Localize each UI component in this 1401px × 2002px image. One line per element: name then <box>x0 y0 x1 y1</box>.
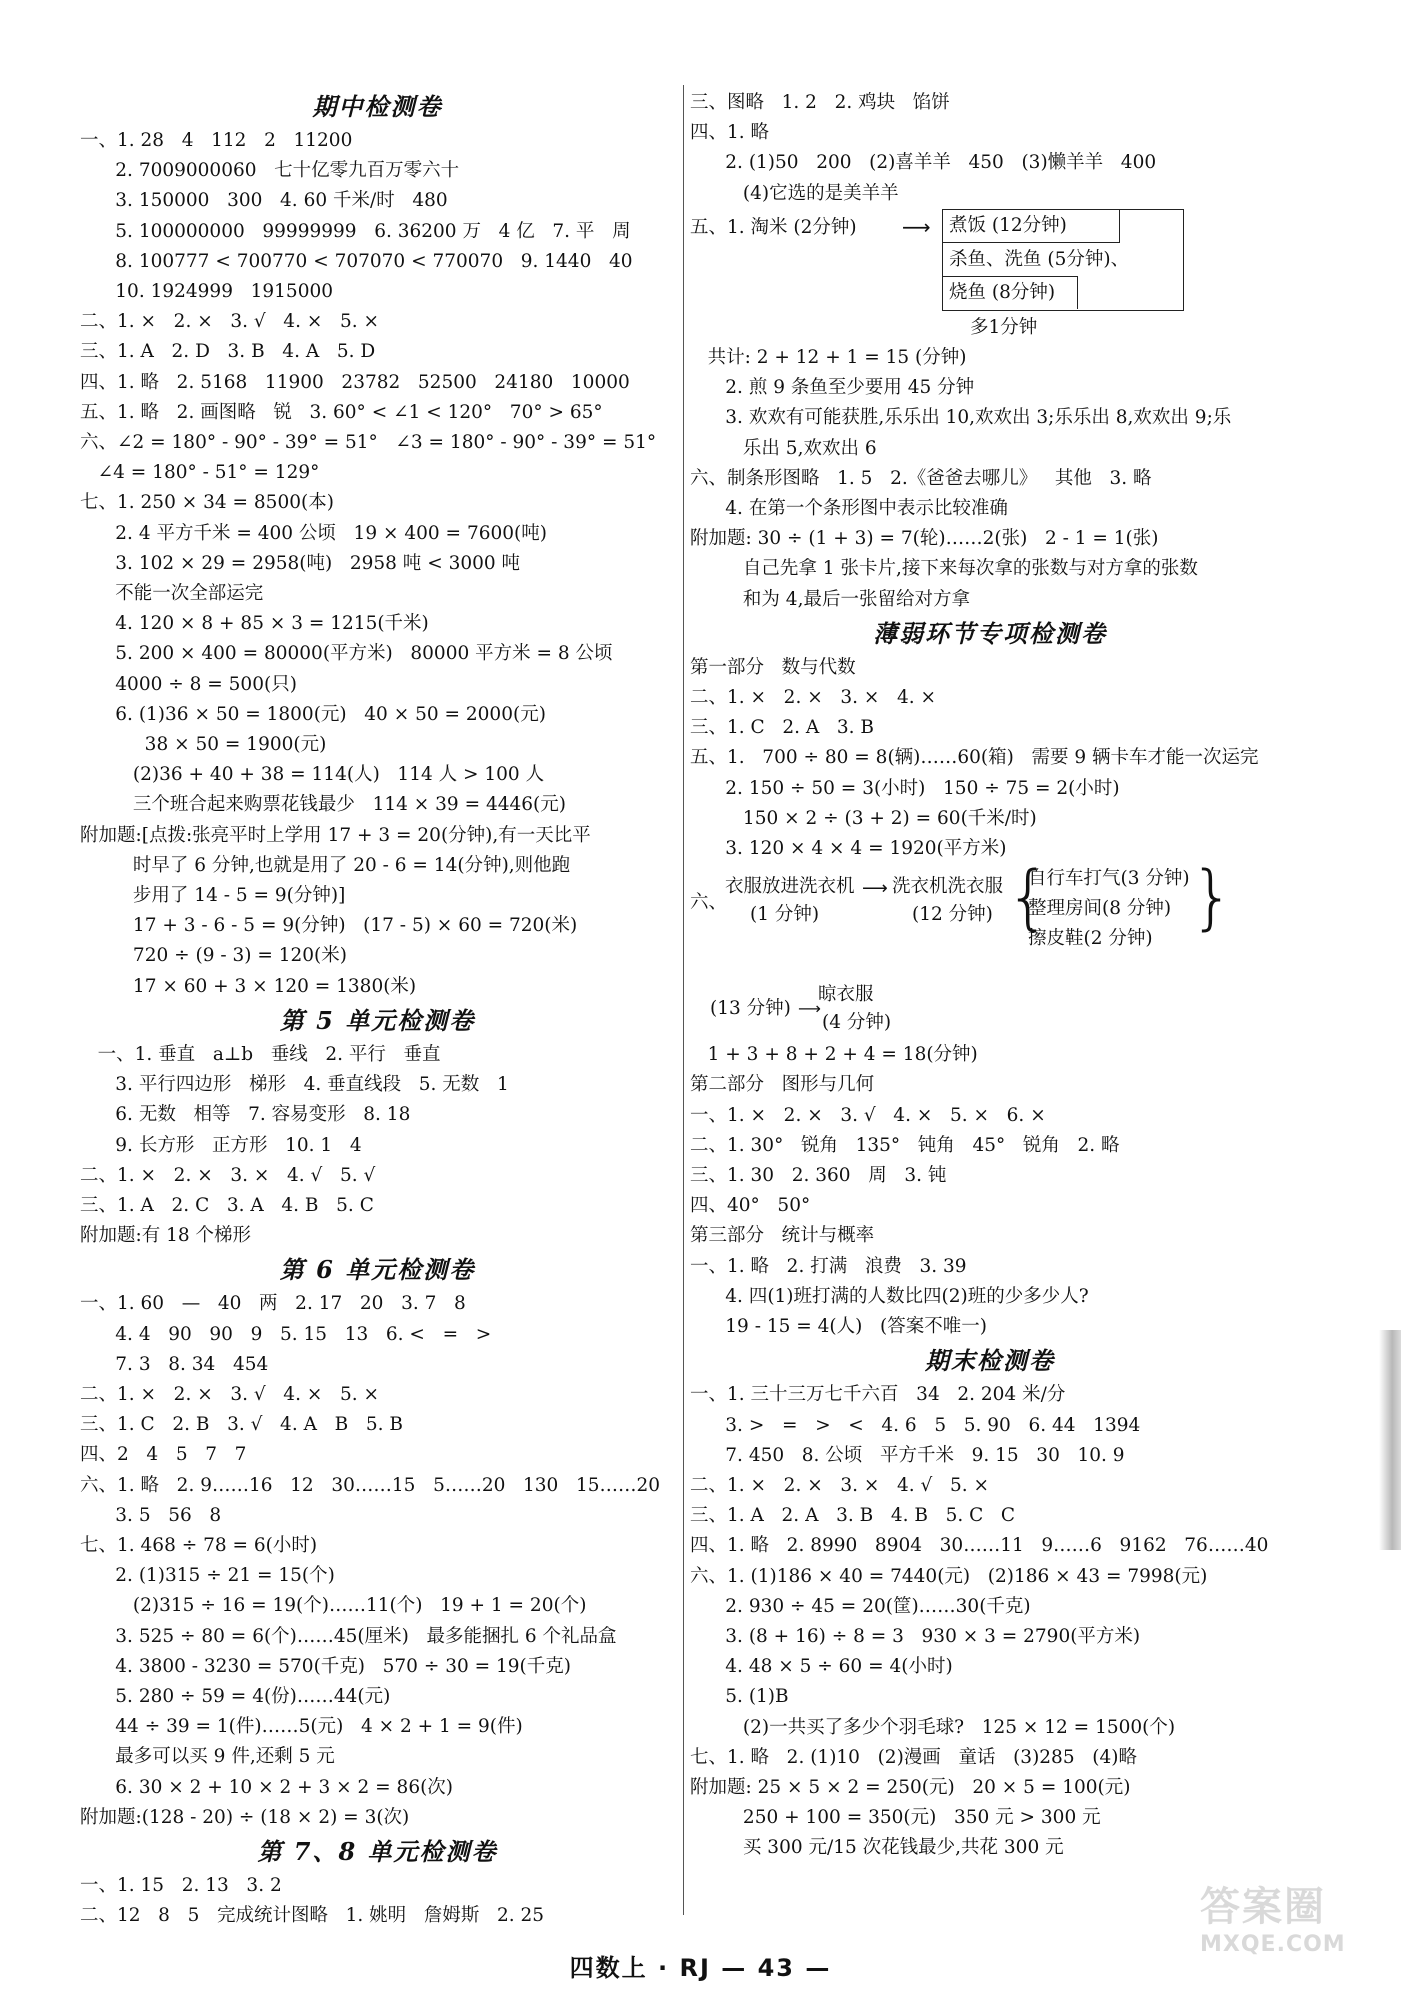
answer-line: 17 + 3 - 6 - 5 = 9(分钟) (17 - 5) × 60 = 720(米) <box>80 915 578 937</box>
answer-line: 二、1. 30° 锐角 135° 钝角 45° 锐角 2. 略 <box>690 1134 1120 1156</box>
answer-line: 44 ÷ 39 = 1(件)……5(元) 4 × 2 + 1 = 9(件) <box>80 1716 523 1738</box>
answer-line: 三、1. 30 2. 360 周 3. 钝 <box>690 1165 947 1187</box>
answer-line: (2)315 ÷ 16 = 19(个)……11(个) 19 + 1 = 20(个) <box>80 1595 587 1617</box>
answer-line: 六、∠2 = 180° - 90° - 39° = 51° ∠3 = 180° - 90° - 39° = 51° <box>80 432 657 454</box>
answer-line: 10. 1924999 1915000 <box>80 281 334 303</box>
flow2-step-dry: 晾衣服 <box>818 984 874 1006</box>
answer-line: 五、1. 700 ÷ 80 = 8(辆)……60(箱) 需要 9 辆卡车才能一次运完 <box>690 747 1259 769</box>
answer-line: 3. 平行四边形 梯形 4. 垂直线段 5. 无数 1 <box>80 1074 509 1096</box>
answer-line: 附加题:(128 - 20) ÷ (18 × 2) = 3(次) <box>80 1806 410 1828</box>
left-brace-icon: { <box>1006 856 1051 939</box>
answer-line: 2. 7009000060 七十亿零九百万零六十 <box>80 160 460 182</box>
answer-line: 4. 四(1)班打满的人数比四(2)班的少多少人? <box>690 1285 1089 1307</box>
answer-line: 6. 30 × 2 + 10 × 2 + 3 × 2 = 86(次) <box>80 1776 454 1798</box>
answer-line: 二、1. × 2. × 3. × 4. √ 5. × <box>690 1474 990 1496</box>
left-column <box>80 88 675 1931</box>
answer-line: 3. (8 + 16) ÷ 8 = 3 930 × 3 = 2790(平方米) <box>690 1625 1141 1647</box>
answer-line: 一、1. 垂直 a⊥b 垂线 2. 平行 垂直 <box>80 1043 441 1065</box>
answer-line: 第二部分 图形与几何 <box>690 1074 875 1096</box>
answer-line: 二、1. × 2. × 3. × 4. √ 5. √ <box>80 1164 376 1186</box>
answer-line: 二、1. × 2. × 3. √ 4. × 5. × <box>80 311 380 333</box>
answer-line: 6. (1)36 × 50 = 1800(元) 40 × 50 = 2000(元) <box>80 703 546 725</box>
answer-line: 2. (1)315 ÷ 21 = 15(个) <box>80 1565 335 1587</box>
answer-line: 9. 长方形 正方形 10. 1 4 <box>80 1134 362 1156</box>
flow2-task-bike: 自行车打气(3 分钟) <box>1028 868 1190 890</box>
answer-line: (4)它选的是美羊羊 <box>690 182 899 204</box>
flow1-start: 五、1. 淘米 (2分钟) <box>690 216 857 238</box>
answer-line: 二、1. × 2. × 3. × 4. × <box>690 687 937 709</box>
answer-line: 一、1. 60 — 40 两 2. 17 20 3. 7 8 <box>80 1293 466 1315</box>
flow1-step-fish-cook: 烧鱼 (8分钟) <box>943 276 1078 309</box>
answer-line: 720 ÷ (9 - 3) = 120(米) <box>80 945 347 967</box>
answer-line: 5. (1)B <box>690 1686 789 1708</box>
answer-line: 8. 100777 < 700770 < 707070 < 770070 9. 1440 40 <box>80 250 633 272</box>
flow2-step-load: 衣服放进洗衣机 <box>725 876 855 898</box>
answer-line: 七、1. 250 × 34 = 8500(本) <box>80 492 334 514</box>
arrow-icon: ⟶ <box>902 214 931 239</box>
flowchart-cooking <box>690 209 1290 313</box>
arrow-icon: ⟶ <box>862 878 888 900</box>
answer-line: 三、1. A 2. D 3. B 4. A 5. D <box>80 341 376 363</box>
answer-line: 二、12 8 5 完成统计图略 1. 姚明 詹姆斯 2. 25 <box>80 1905 545 1927</box>
answer-line: 时早了 6 分钟,也就是用了 20 - 6 = 14(分钟),则他跑 <box>80 854 571 876</box>
answer-line: 和为 4,最后一张留给对方拿 <box>690 588 970 610</box>
watermark <box>1200 1875 1390 1985</box>
answer-line: 四、40° 50° <box>690 1195 811 1217</box>
answer-line: (2)一共买了多少个羽毛球? 125 × 12 = 1500(个) <box>690 1716 1176 1738</box>
right-column-bottom <box>690 1040 1290 1863</box>
page-footer: 四数上 · RJ — 43 — <box>569 1954 832 1982</box>
answer-line: 19 - 15 = 4(人) (答案不唯一) <box>690 1316 987 1338</box>
answer-line: 4. 48 × 5 ÷ 60 = 4(小时) <box>690 1656 953 1678</box>
flow2-step-load-time: (1 分钟) <box>750 904 820 926</box>
answer-line: 四、2 4 5 7 7 <box>80 1444 247 1466</box>
answer-line: 附加题: 30 ÷ (1 + 3) = 7(轮)……2(张) 2 - 1 = 1(张) <box>690 528 1159 550</box>
answer-line: 乐出 5,欢欢出 6 <box>690 437 877 459</box>
answer-line: 3. 102 × 29 = 2958(吨) 2958 吨 < 3000 吨 <box>80 552 521 574</box>
answer-line: 七、1. 468 ÷ 78 = 6(小时) <box>80 1534 318 1556</box>
answer-line: 步用了 14 - 5 = 9(分钟)] <box>80 885 346 907</box>
answer-line: 一、1. 略 2. 打满 浪费 3. 39 <box>690 1255 967 1277</box>
answer-line: 附加题: 25 × 5 × 2 = 250(元) 20 × 5 = 100(元) <box>690 1776 1131 1798</box>
right-brace-icon: } <box>1190 856 1235 939</box>
flowchart-housework <box>690 856 1290 980</box>
section-title: 期中检测卷 <box>312 92 443 121</box>
answer-line: 三、1. C 2. A 3. B <box>690 717 874 739</box>
answer-line: 5. 280 ÷ 59 = 4(份)……44(元) <box>80 1685 391 1707</box>
answer-line: 38 × 50 = 1900(元) <box>80 734 327 756</box>
answer-line: 附加题:[点拨:张亮平时上学用 17 + 3 = 20(分钟),有一天比平 <box>80 824 591 846</box>
answer-line: 5. 200 × 400 = 80000(平方米) 80000 平方米 = 8 公顷 <box>80 643 613 665</box>
answer-line: 一、1. 28 4 112 2 11200 <box>80 130 353 151</box>
flow2-task-room: 整理房间(8 分钟) <box>1028 898 1172 920</box>
answer-line: 4. 3800 - 3230 = 570(千克) 570 ÷ 30 = 19(千克) <box>80 1655 571 1677</box>
section-title: 第 7、8 单元检测卷 <box>257 1836 498 1866</box>
answer-line: 三、1. C 2. B 3. √ 4. A B 5. B <box>80 1414 403 1436</box>
flow2-task-shoes: 擦皮鞋(2 分钟) <box>1028 928 1153 950</box>
answer-line: 二、1. × 2. × 3. √ 4. × 5. × <box>80 1383 380 1405</box>
flow2-wait-time: (13 分钟) <box>710 998 791 1020</box>
flowchart-housework-end <box>690 980 1290 1040</box>
answer-line: 一、1. 三十三万七千六百 34 2. 204 米/分 <box>690 1384 1066 1406</box>
answer-line: 买 300 元/15 次花钱最少,共花 300 元 <box>690 1837 1064 1859</box>
answer-line: 2. 930 ÷ 45 = 20(筐)……30(千克) <box>690 1595 1031 1617</box>
answer-line: 共计: 2 + 12 + 1 = 15 (分钟) <box>690 347 967 369</box>
answer-line: 2. 煎 9 条鱼至少要用 45 分钟 <box>690 377 975 399</box>
answer-line: 三个班合起来购票花钱最少 114 × 39 = 4446(元) <box>80 794 566 816</box>
section-title: 第 5 单元检测卷 <box>279 1005 476 1035</box>
flow2-step-dry-time: (4 分钟) <box>822 1012 892 1034</box>
answer-line: 3. 欢欢有可能获胜,乐乐出 10,欢欢出 3;乐乐出 8,欢欢出 9;乐 <box>690 407 1232 429</box>
answer-line: 六、制条形图略 1. 5 2.《爸爸去哪儿》 其他 3. 略 <box>690 467 1152 489</box>
answer-line: 六、1. (1)186 × 40 = 7440(元) (2)186 × 43 = 7998(元) <box>690 1565 1208 1587</box>
answer-line: 2. 4 平方千米 = 400 公顷 19 × 400 = 7600(吨) <box>80 522 547 544</box>
answer-line: ∠4 = 180° - 51° = 129° <box>80 462 320 484</box>
answer-line: 6. 无数 相等 7. 容易变形 8. 18 <box>80 1104 411 1126</box>
answer-line: 4000 ÷ 8 = 500(只) <box>80 673 297 695</box>
flow2-step-wash-time: (12 分钟) <box>912 904 993 926</box>
answer-line: (2)36 + 40 + 38 = 114(人) 114 人 > 100 人 <box>80 764 545 786</box>
answer-line: 7. 3 8. 34 454 <box>80 1353 269 1375</box>
right-column-mid <box>690 343 1290 864</box>
answer-line: 2. (1)50 200 (2)喜羊羊 450 (3)懒羊羊 400 <box>690 152 1157 174</box>
answer-line: 150 × 2 ÷ (3 + 2) = 60(千米/时) <box>690 807 1037 829</box>
section-title: 薄弱环节专项检测卷 <box>873 618 1107 648</box>
answer-line: 5. 100000000 99999999 6. 36200 万 4 亿 7. 平 周 <box>80 220 631 242</box>
flow1-step-fish-clean: 杀鱼、洗鱼 (5分钟)、 <box>949 248 1130 270</box>
answer-line: 四、1. 略 2. 8990 8904 30……11 9……6 9162 76……40 <box>690 1535 1269 1557</box>
answer-line: 三、1. A 2. A 3. B 4. B 5. C C <box>690 1505 1016 1527</box>
answer-line: 4. 120 × 8 + 85 × 3 = 1215(千米) <box>80 613 429 635</box>
answer-line: 250 + 100 = 350(元) 350 元 > 300 元 <box>690 1807 1101 1829</box>
answer-line: 自己先拿 1 张卡片,接下来每次拿的张数与对方拿的张数 <box>690 558 1198 580</box>
answer-line: 六、1. 略 2. 9……16 12 30……15 5……20 130 15……20 <box>80 1474 661 1496</box>
flow2-label: 六、 <box>690 892 728 914</box>
answer-line: 1 + 3 + 8 + 2 + 4 = 18(分钟) <box>690 1044 978 1066</box>
answer-line: 3. 5 56 8 <box>80 1504 222 1526</box>
answer-line: 四、1. 略 2. 5168 11900 23782 52500 24180 10000 <box>80 371 630 393</box>
answer-line: 五、1. 略 2. 画图略 锐 3. 60° < ∠1 < 120° 70° > 65° <box>80 401 603 423</box>
section-title: 第 6 单元检测卷 <box>279 1255 476 1285</box>
answer-line: 四、1. 略 <box>690 122 770 144</box>
column-divider <box>683 85 684 1915</box>
answer-line: 第一部分 数与代数 <box>690 656 856 678</box>
flow1-step-rice: 煮饭 (12分钟) <box>943 210 1120 243</box>
section-title: 期末检测卷 <box>925 1346 1055 1376</box>
arrow-icon: ⟶ <box>798 999 821 1019</box>
answer-line: 一、1. 15 2. 13 3. 2 <box>80 1874 282 1896</box>
right-column <box>690 88 1290 1864</box>
answer-line: 17 × 60 + 3 × 120 = 1380(米) <box>80 975 417 997</box>
answer-line: 附加题:有 18 个梯形 <box>80 1225 252 1247</box>
answer-line: 3. 525 ÷ 80 = 6(个)……45(厘米) 最多能捆扎 6 个礼品盒 <box>80 1625 617 1647</box>
answer-line: 最多可以买 9 件,还剩 5 元 <box>80 1746 335 1768</box>
answer-line: 3. > = > < 4. 6 5 5. 90 6. 44 1394 <box>690 1414 1141 1436</box>
scan-edge <box>1379 1330 1401 1550</box>
answer-line: 三、1. A 2. C 3. A 4. B 5. C <box>80 1194 374 1216</box>
answer-line: 7. 450 8. 公顷 平方千米 9. 15 30 10. 9 <box>690 1444 1125 1466</box>
flow1-box <box>942 209 1184 311</box>
flow1-more: 多1分钟 <box>970 316 1038 338</box>
answer-line: 3. 120 × 4 × 4 = 1920(平方米) <box>690 838 1007 860</box>
flow2-step-wash: 洗衣机洗衣服 <box>892 876 1004 898</box>
answer-line: 4. 4 90 90 9 5. 15 13 6. < = > <box>80 1323 492 1345</box>
answer-line: 4. 在第一个条形图中表示比较准确 <box>690 498 1008 520</box>
answer-line: 不能一次全部运完 <box>80 583 264 605</box>
answer-line: 2. 150 ÷ 50 = 3(小时) 150 ÷ 75 = 2(小时) <box>690 777 1120 799</box>
answer-line: 3. 150000 300 4. 60 千米/时 480 <box>80 190 448 212</box>
answer-line: 七、1. 略 2. (1)10 (2)漫画 童话 (3)285 (4)略 <box>690 1746 1137 1768</box>
answer-line: 一、1. × 2. × 3. √ 4. × 5. × 6. × <box>690 1104 1046 1126</box>
watermark-url: MXQE.COM <box>1200 1932 1346 1957</box>
right-column-top <box>690 88 1290 209</box>
answer-line: 第三部分 统计与概率 <box>690 1225 875 1247</box>
answer-line: 三、图略 1. 2 2. 鸡块 馅饼 <box>690 92 950 113</box>
watermark-logo: 答案圈 <box>1200 1884 1326 1930</box>
